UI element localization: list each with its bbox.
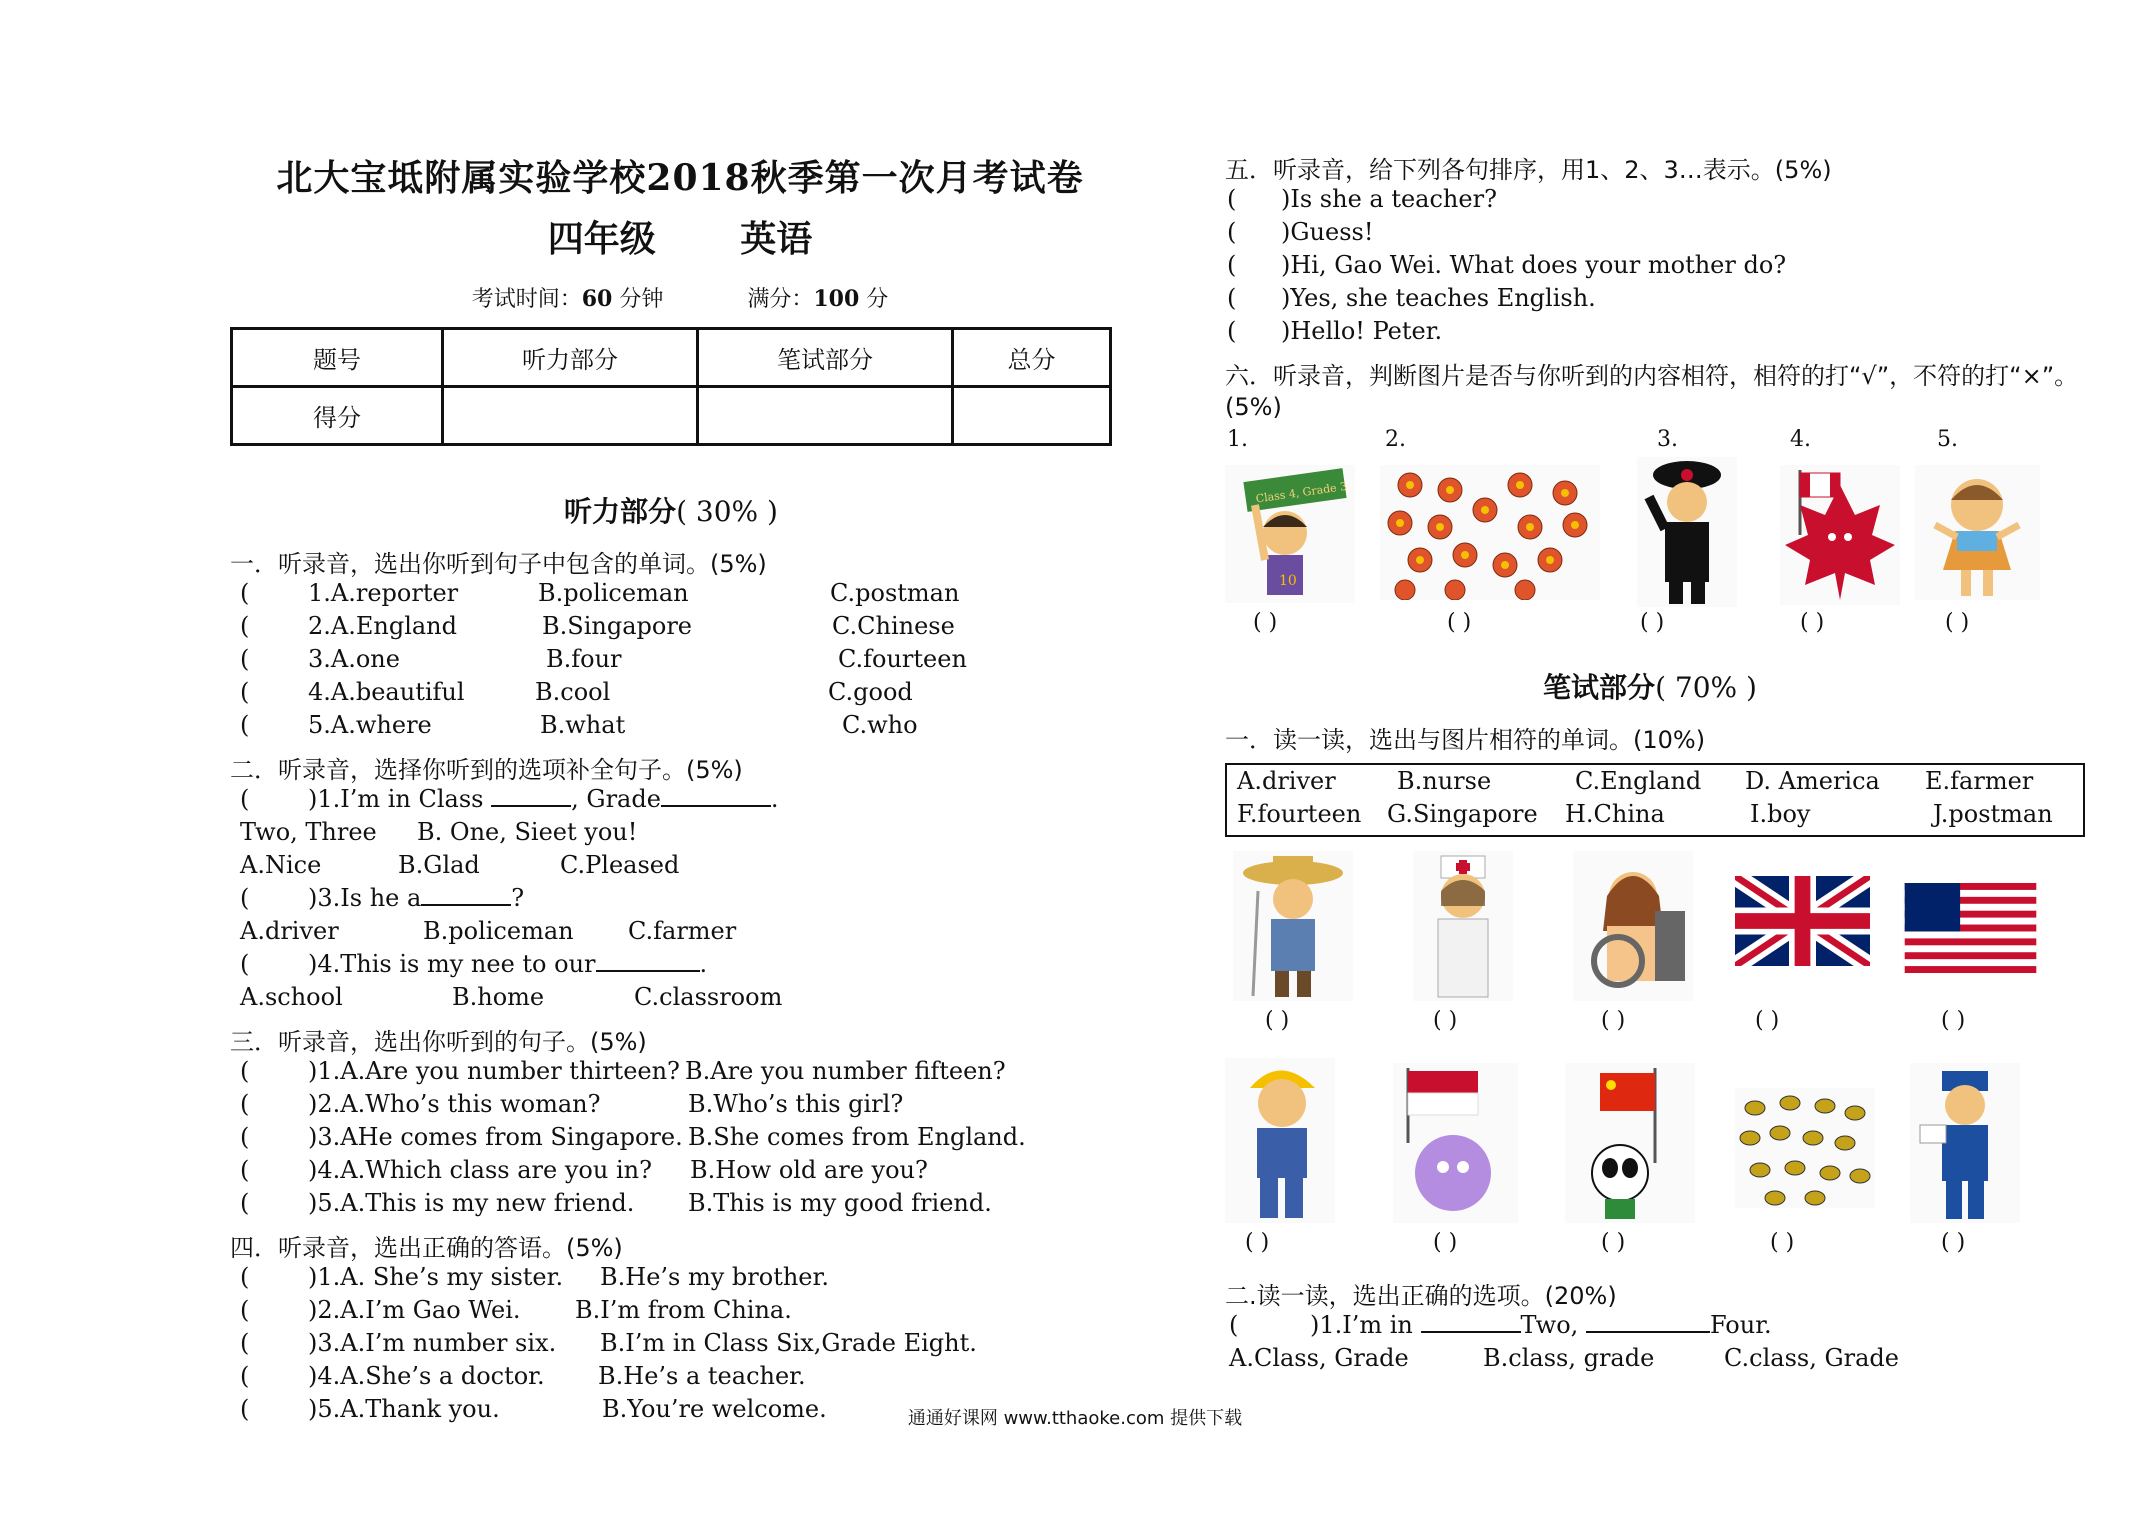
option: A.school bbox=[240, 983, 343, 1011]
listening-s1-list bbox=[230, 579, 1130, 744]
postman-image bbox=[1910, 1063, 2020, 1223]
option-b: B.You’re welcome. bbox=[602, 1395, 827, 1423]
score-table-row bbox=[232, 387, 1111, 445]
listening-s3-heading: 三．听录音，选出你听到的句子。(5%) bbox=[230, 1028, 647, 1056]
option-a: )3.A.I’m number six. bbox=[308, 1329, 557, 1357]
option-b: B.I’m in Class Six,Grade Eight. bbox=[600, 1329, 977, 1357]
sentence: )Hello! Peter. bbox=[1281, 317, 1443, 345]
listening-s4-item bbox=[230, 1362, 1130, 1395]
option: B.policeman bbox=[423, 917, 574, 945]
answer-paren[interactable]: ( ) bbox=[1601, 1008, 1626, 1033]
word-option: D. America bbox=[1745, 767, 1880, 795]
answer-paren[interactable]: ( bbox=[240, 612, 250, 640]
usa-flag-image bbox=[1903, 883, 2038, 973]
answer-paren[interactable]: ( bbox=[240, 950, 250, 978]
listening-s1-item bbox=[230, 678, 1130, 711]
answer-paren[interactable]: ( ) bbox=[1253, 610, 1278, 635]
answer-paren[interactable]: ( bbox=[240, 678, 250, 706]
option-b: B.This is my good friend. bbox=[688, 1189, 992, 1217]
answer-paren[interactable]: ( bbox=[240, 1189, 250, 1217]
q-text: )3.Is he a bbox=[308, 884, 422, 912]
option: C.Pleased bbox=[560, 851, 680, 879]
listening-section-title bbox=[230, 490, 1112, 530]
writing-title-text: 笔试部分 bbox=[1543, 671, 1656, 704]
answer-paren[interactable]: ( bbox=[240, 1395, 250, 1423]
grade-label: 四年级 bbox=[547, 218, 656, 260]
q-text: )1.I’m in Class bbox=[308, 785, 484, 813]
s5-item bbox=[1225, 251, 2105, 284]
th-listening: 听力部分 bbox=[443, 329, 698, 387]
th-number: 题号 bbox=[232, 329, 443, 387]
answer-blank[interactable] bbox=[491, 805, 571, 807]
word-option: J.postman bbox=[1933, 800, 2053, 828]
option-b: B.I’m from China. bbox=[575, 1296, 792, 1324]
policeman-image bbox=[1637, 457, 1737, 607]
q-text: )1.I’m in bbox=[1310, 1311, 1413, 1339]
th-total: 总分 bbox=[953, 329, 1111, 387]
score-table-header bbox=[232, 329, 1111, 387]
answer-paren[interactable]: ( bbox=[240, 1263, 250, 1291]
listening-s2-q1 bbox=[230, 785, 1130, 818]
word-option: A.driver bbox=[1237, 767, 1336, 795]
writing-s2-q1 bbox=[1225, 1311, 2105, 1344]
answer-blank[interactable] bbox=[596, 970, 700, 972]
q-text: , Grade bbox=[571, 785, 661, 813]
option-a: 2.A.England bbox=[308, 612, 458, 640]
score-value: 100 bbox=[813, 286, 860, 312]
answer-paren[interactable]: ( bbox=[240, 1090, 250, 1118]
option-b: B.How old are you? bbox=[690, 1156, 928, 1184]
driver-image bbox=[1573, 851, 1693, 1001]
score-cell-listening[interactable] bbox=[443, 387, 698, 445]
answer-paren[interactable]: ( bbox=[1227, 251, 1237, 279]
answer-paren[interactable]: ( ) bbox=[1433, 1230, 1458, 1255]
sign-text: Class 4, Grade 3 bbox=[1254, 479, 1348, 506]
q-text: Two, bbox=[1520, 1311, 1579, 1339]
option-a: )2.A.I’m Gao Wei. bbox=[308, 1296, 521, 1324]
writing-s1-heading: 一．读一读，选出与图片相符的单词。(10%) bbox=[1225, 726, 1706, 754]
listening-s2-opts4 bbox=[230, 983, 1130, 1016]
s5-heading: 五．听录音，给下列各句排序，用1、2、3…表示。(5%) bbox=[1225, 156, 1832, 184]
s5-item bbox=[1225, 284, 2105, 317]
answer-paren[interactable]: ( bbox=[1227, 284, 1237, 312]
option-b: B.He’s a teacher. bbox=[598, 1362, 806, 1390]
pic-number: 3. bbox=[1657, 427, 1678, 452]
answer-paren[interactable]: ( bbox=[240, 645, 250, 673]
sentence: )Hi, Gao Wei. What does your mother do? bbox=[1281, 251, 1787, 279]
answer-paren[interactable]: ( bbox=[1227, 218, 1237, 246]
svg-text:10: 10 bbox=[1279, 573, 1297, 589]
listening-s2-heading: 二．听录音，选择你听到的选项补全句子。(5%) bbox=[230, 756, 743, 784]
footer-credit: 通通好课网 www.tthaoke.com 提供下载 bbox=[907, 1408, 1243, 1429]
q-text: . bbox=[770, 785, 779, 813]
score-unit: 分 bbox=[866, 287, 889, 312]
q-text: ? bbox=[511, 884, 525, 912]
option: A.Nice bbox=[240, 851, 322, 879]
score-table bbox=[230, 327, 1112, 446]
answer-paren[interactable]: ( ) bbox=[1800, 610, 1825, 635]
option-c: C.who bbox=[842, 711, 918, 739]
option-b: B.Who’s this girl? bbox=[688, 1090, 904, 1118]
answer-paren[interactable]: ( bbox=[240, 785, 250, 813]
listening-s2-opts3 bbox=[230, 917, 1130, 950]
listening-s1-item bbox=[230, 711, 1130, 744]
word-option: E.farmer bbox=[1925, 767, 2034, 795]
q-text: Four. bbox=[1709, 1311, 1772, 1339]
listening-s3-item bbox=[230, 1057, 1130, 1090]
boy-image bbox=[1225, 1058, 1335, 1223]
answer-paren[interactable]: ( ) bbox=[1447, 610, 1472, 635]
answer-paren[interactable]: ( ) bbox=[1941, 1230, 1966, 1255]
writing-section-title bbox=[1225, 666, 2075, 706]
word-bank-row-2 bbox=[1237, 800, 2073, 833]
listening-s4-item bbox=[230, 1296, 1130, 1329]
answer-paren[interactable]: ( bbox=[240, 1057, 250, 1085]
word-option: B.nurse bbox=[1397, 767, 1492, 795]
option: B. One, Sieet you! bbox=[417, 818, 638, 846]
option-a: 4.A.beautiful bbox=[308, 678, 465, 706]
answer-blank[interactable] bbox=[661, 805, 771, 807]
score-label: 满分： bbox=[747, 287, 814, 312]
s5-item bbox=[1225, 218, 2105, 251]
listening-s2-opts2 bbox=[230, 851, 1130, 884]
sentence: )Guess! bbox=[1281, 218, 1374, 246]
listening-s2-opts1 bbox=[230, 818, 1130, 851]
uk-flag-image bbox=[1735, 876, 1870, 966]
writing-percent: ( 70% ) bbox=[1655, 671, 1757, 704]
answer-paren[interactable]: ( ) bbox=[1245, 1230, 1270, 1255]
answer-paren[interactable]: ( bbox=[240, 1296, 250, 1324]
row-label-score: 得分 bbox=[232, 387, 443, 445]
word-bank-row-1 bbox=[1237, 767, 2073, 800]
listening-s3-item bbox=[230, 1156, 1130, 1189]
answer-blank[interactable] bbox=[1586, 1331, 1710, 1333]
pic-number: 2. bbox=[1385, 427, 1406, 452]
answer-paren[interactable]: ( ) bbox=[1941, 1008, 1966, 1033]
option-b: B.what bbox=[540, 711, 626, 739]
option-a: )1.A.Are you number thirteen? bbox=[308, 1057, 680, 1085]
singapore-flag-image bbox=[1393, 1063, 1518, 1223]
option-c: C.postman bbox=[830, 579, 960, 607]
option: B.home bbox=[452, 983, 545, 1011]
listening-s1-item bbox=[230, 579, 1130, 612]
option-a: )5.A.This is my new friend. bbox=[308, 1189, 635, 1217]
option-b: B.She comes from England. bbox=[688, 1123, 1026, 1151]
s5-list bbox=[1225, 185, 2105, 350]
option-b: B.Singapore bbox=[542, 612, 692, 640]
listening-s3-list bbox=[230, 1057, 1130, 1222]
option-b: B.policeman bbox=[538, 579, 689, 607]
option-a: )1.A. She’s my sister. bbox=[308, 1263, 564, 1291]
answer-paren[interactable]: ( bbox=[240, 1156, 250, 1184]
listening-s1-item bbox=[230, 612, 1130, 645]
answer-blank[interactable] bbox=[1421, 1331, 1521, 1333]
q-text: . bbox=[699, 950, 708, 978]
option-b: B.cool bbox=[535, 678, 611, 706]
s5-item bbox=[1225, 317, 2105, 350]
listening-percent: ( 30% ) bbox=[676, 495, 778, 528]
answer-paren[interactable]: ( bbox=[240, 884, 250, 912]
option-b: B.He’s my brother. bbox=[600, 1263, 829, 1291]
listening-s3-item bbox=[230, 1090, 1130, 1123]
answer-blank[interactable] bbox=[421, 904, 511, 906]
exam-title: 北大宝坻附属实验学校2018秋季第一次月考试卷 bbox=[276, 157, 1084, 199]
answer-paren[interactable]: ( ) bbox=[1601, 1230, 1626, 1255]
listening-s4-heading: 四．听录音，选出正确的答语。(5%) bbox=[230, 1234, 623, 1262]
answer-paren[interactable]: ( bbox=[1227, 185, 1237, 213]
option: C.class, Grade bbox=[1724, 1344, 1899, 1372]
option-a: 1.A.reporter bbox=[308, 579, 459, 607]
answer-paren[interactable]: ( ) bbox=[1433, 1008, 1458, 1033]
option-b: B.Are you number fifteen? bbox=[685, 1057, 1006, 1085]
option-a: 3.A.one bbox=[308, 645, 400, 673]
word-option: F.fourteen bbox=[1237, 800, 1362, 828]
exam-info bbox=[260, 282, 1100, 313]
s5-item bbox=[1225, 185, 2105, 218]
pic-number: 5. bbox=[1937, 427, 1958, 452]
answer-paren[interactable]: ( bbox=[240, 579, 250, 607]
listening-s2-q4 bbox=[230, 950, 1130, 983]
bees-image bbox=[1735, 1088, 1875, 1208]
q-text: )4.This is my nee to our bbox=[308, 950, 596, 978]
listening-s3-item bbox=[230, 1123, 1130, 1156]
farmer-image bbox=[1233, 851, 1353, 1001]
option: B.class, grade bbox=[1483, 1344, 1655, 1372]
writing-s2-options bbox=[1225, 1344, 2105, 1377]
writing-s2-heading: 二.读一读，选出正确的选项。(20%) bbox=[1225, 1282, 1617, 1310]
time-label: 考试时间： bbox=[471, 287, 582, 312]
girl-image bbox=[1915, 465, 2040, 600]
option-a: 5.A.where bbox=[308, 711, 432, 739]
option: Two, Three bbox=[240, 818, 377, 846]
time-unit: 分钟 bbox=[619, 287, 664, 312]
word-option: I.boy bbox=[1750, 800, 1811, 828]
s6-pictures bbox=[1225, 427, 2105, 642]
writing-pictures-row-1 bbox=[1225, 851, 2105, 1046]
pic-number: 1. bbox=[1227, 427, 1248, 452]
option-c: C.fourteen bbox=[838, 645, 967, 673]
score-cell-writing[interactable] bbox=[698, 387, 953, 445]
option-a: )4.A.Which class are you in? bbox=[308, 1156, 652, 1184]
word-option: C.England bbox=[1575, 767, 1702, 795]
option: A.driver bbox=[240, 917, 339, 945]
listening-s3-item bbox=[230, 1189, 1130, 1222]
answer-paren[interactable]: ( bbox=[240, 711, 250, 739]
option: C.farmer bbox=[628, 917, 737, 945]
answer-paren[interactable]: ( ) bbox=[1265, 1008, 1290, 1033]
option-c: C.Chinese bbox=[832, 612, 955, 640]
answer-paren[interactable]: ( bbox=[1229, 1311, 1239, 1339]
listening-s2-q3 bbox=[230, 884, 1130, 917]
listening-title-text: 听力部分 bbox=[564, 495, 677, 528]
s6-heading: 六．听录音，判断图片是否与你听到的内容相符，相符的打“√”，不符的打“×”。 bbox=[1225, 362, 2079, 390]
answer-paren[interactable]: ( ) bbox=[1755, 1008, 1780, 1033]
canada-maple-leaf-image bbox=[1780, 465, 1900, 605]
word-option: H.China bbox=[1565, 800, 1665, 828]
boy-with-class-sign-image bbox=[1225, 465, 1355, 603]
score-cell-total[interactable] bbox=[953, 387, 1111, 445]
left-column bbox=[230, 150, 1130, 1428]
exam-subtitle bbox=[260, 211, 1100, 262]
answer-paren[interactable]: ( bbox=[1227, 317, 1237, 345]
answer-paren[interactable]: ( ) bbox=[1945, 610, 1970, 635]
option: B.Glad bbox=[398, 851, 480, 879]
listening-s4-item bbox=[230, 1329, 1130, 1362]
answer-paren[interactable]: ( bbox=[240, 1362, 250, 1390]
answer-paren[interactable]: ( bbox=[240, 1123, 250, 1151]
listening-s1-item bbox=[230, 645, 1130, 678]
option-c: C.good bbox=[828, 678, 913, 706]
word-option: G.Singapore bbox=[1387, 800, 1538, 828]
time-value: 60 bbox=[581, 286, 613, 312]
listening-s4-item bbox=[230, 1263, 1130, 1296]
th-writing: 笔试部分 bbox=[698, 329, 953, 387]
sentence: )Yes, she teaches English. bbox=[1281, 284, 1596, 312]
flowers-image bbox=[1380, 465, 1600, 600]
option: C.classroom bbox=[634, 983, 783, 1011]
subject-label: 英语 bbox=[740, 218, 813, 260]
answer-paren[interactable]: ( ) bbox=[1640, 610, 1665, 635]
nurse-image bbox=[1413, 851, 1513, 1001]
pic-number: 4. bbox=[1790, 427, 1811, 452]
right-column bbox=[1225, 150, 2105, 1377]
answer-paren[interactable]: ( ) bbox=[1770, 1230, 1795, 1255]
word-bank bbox=[1225, 763, 2085, 837]
china-flag-image bbox=[1565, 1063, 1695, 1223]
answer-paren[interactable]: ( bbox=[240, 1329, 250, 1357]
option-a: )4.A.She’s a doctor. bbox=[308, 1362, 545, 1390]
writing-pictures-row-2 bbox=[1225, 1058, 2105, 1258]
sentence: )Is she a teacher? bbox=[1281, 185, 1497, 213]
option-a: )3.AHe comes from Singapore. bbox=[308, 1123, 683, 1151]
listening-s1-heading: 一．听录音，选出你听到句子中包含的单词。(5%) bbox=[230, 550, 767, 578]
option-a: )5.A.Thank you. bbox=[308, 1395, 500, 1423]
option-a: )2.A.Who’s this woman? bbox=[308, 1090, 601, 1118]
s6-heading-percent: (5%) bbox=[1225, 393, 1282, 421]
option-b: B.four bbox=[546, 645, 622, 673]
option: A.Class, Grade bbox=[1229, 1344, 1409, 1372]
